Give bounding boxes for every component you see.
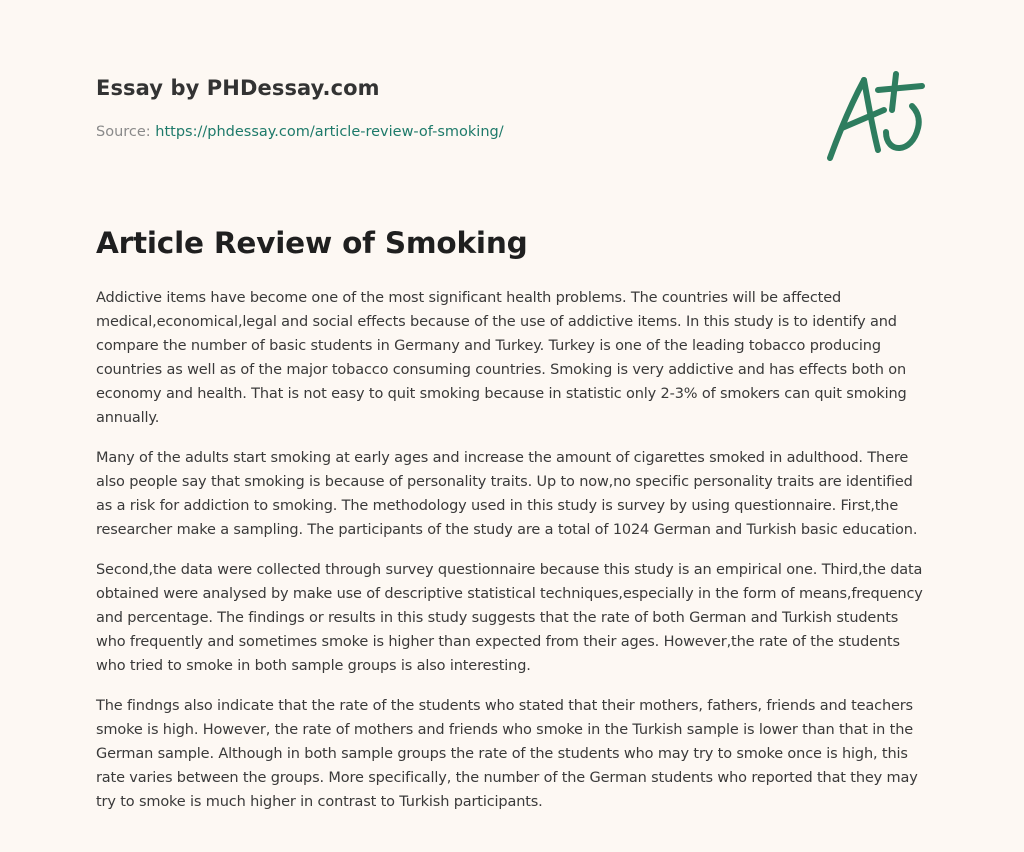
a-plus-logo-icon [822, 66, 932, 166]
article-title: Article Review of Smoking [96, 226, 528, 260]
article-paragraph: Addictive items have become one of the most significant health problems. The countries will be affected medical,economical,legal and social effects because of the use of addictive items. In this study is to identify and compare the number of basic students in Germany and Turkey. Turkey is one of the leading tobacco producing countries as well as of the major tobacco consuming countries. Smoking is very addictive and has effects both on economy and health. That is not easy to quit smoking because in statistic only 2-3% of smokers can quit smoking annually. [96, 290, 907, 426]
source-label: Source: [96, 124, 151, 140]
article-paragraph: Second,the data were collected through survey questionnaire because this study is an empirical one. Third,the data obtained were analysed by make use of descriptive statistical techniques,especially in the form of means,frequency and percentage. The findings or results in this study suggests that the rate of both German and Turkish students who frequently and sometimes smoke is higher than expected from their ages. However,the rate of the students who tried to smoke in both sample groups is also interesting. [96, 562, 923, 674]
article-body [96, 286, 930, 830]
site-brand: Essay by PHDessay.com [96, 76, 380, 100]
source-link[interactable]: https://phdessay.com/article-review-of-smoking/ [155, 124, 504, 140]
source-line [96, 124, 504, 140]
article-paragraph: The findngs also indicate that the rate of the students who stated that their mothers, fathers, friends and teachers smoke is high. However, the rate of mothers and friends who smoke in the Turkish sample is lower than that in the German sample. Although in both sample groups the rate of the students who may try to smoke once is high, this rate varies between the groups. More specifically, the number of the German students who reported that they may try to smoke is much higher in contrast to Turkish participants. [96, 698, 918, 810]
article-paragraph: Many of the adults start smoking at early ages and increase the amount of cigarettes smoked in adulthood. There also people say that smoking is because of personality traits. Up to now,no specific personality traits are identified as a risk for addiction to smoking. The methodology used in this study is survey by using questionnaire. First,the researcher make a sampling. The participants of the study are a total of 1024 German and Turkish basic education. [96, 450, 918, 538]
